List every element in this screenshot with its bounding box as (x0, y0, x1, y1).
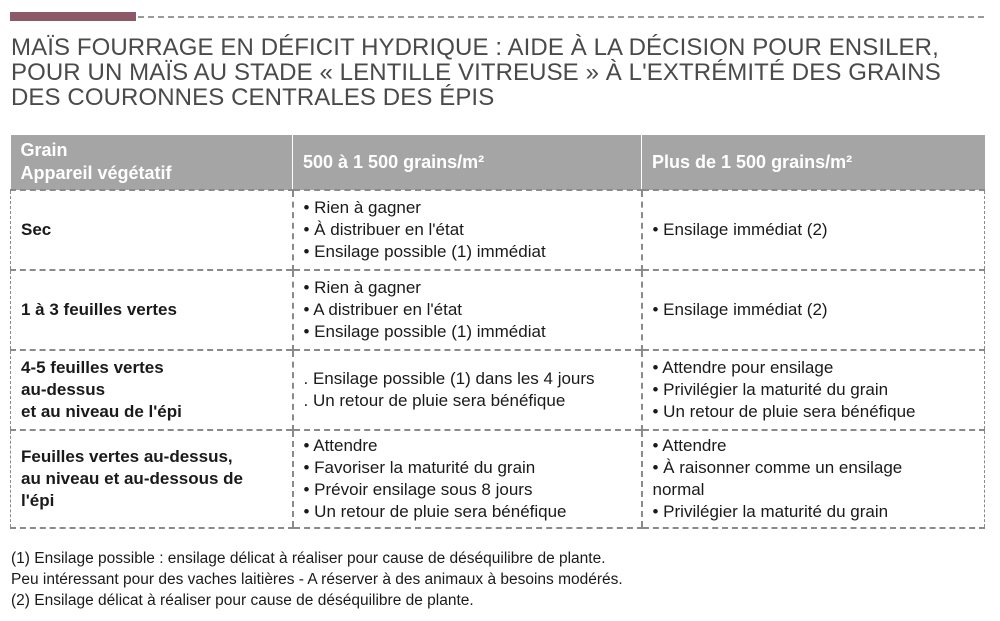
header-text: Grain (20, 140, 68, 160)
cell-500-1500 (293, 270, 642, 350)
footnote: (1) Ensilage possible : ensilage délicat à réaliser pour cause de déséquilibre de plante. (11, 550, 606, 567)
cell-line: • Un retour de pluie sera bénéfique (652, 402, 916, 421)
cell-line: • Rien à gagner (303, 278, 421, 297)
row-label-cell (11, 190, 293, 270)
cell-line: • Attendre (303, 436, 378, 455)
cell-line: • Privilégier la maturité du grain (652, 380, 889, 399)
cell-line: • Privilégier la maturité du grain (652, 502, 889, 521)
table-header-row (11, 135, 985, 190)
cell-line: • Ensilage possible (1) immédiat (303, 322, 546, 341)
footnote: (2) Ensilage délicat à réaliser pour cause de déséquilibre de plante. (11, 592, 474, 609)
table-row (11, 270, 985, 350)
cell-line: • Un retour de pluie sera bénéfique (303, 502, 567, 521)
row-label: et au niveau de l'épi (21, 402, 182, 421)
footnote: Peu intéressant pour des vaches laitières - A réserver à des animaux à besoins modérés. (11, 571, 623, 588)
top-dashed-rule (138, 16, 984, 18)
footnotes (11, 548, 623, 611)
row-label: 4-5 feuilles vertes (21, 358, 164, 377)
row-label: Feuilles vertes au-dessus, (21, 447, 233, 466)
cell-line: • Ensilage immédiat (2) (652, 220, 828, 239)
header-cell-over-1500: Plus de 1 500 grains/m² (642, 135, 985, 190)
accent-bar (10, 12, 136, 21)
row-label-cell (11, 270, 293, 350)
cell-line: • Prévoir ensilage sous 8 jours (303, 480, 533, 499)
cell-line: . Un retour de pluie sera bénéfique (303, 391, 566, 410)
cell-line: • Favoriser la maturité du grain (303, 458, 536, 477)
cell-over-1500 (642, 270, 985, 350)
cell-line: • Ensilage immédiat (2) (652, 300, 828, 319)
title-line: DES COURONNES CENTRALES DES ÉPIS (11, 84, 495, 111)
cell-500-1500 (293, 190, 642, 270)
cell-line: • À distribuer en l'état (303, 220, 464, 239)
document-title (11, 35, 991, 110)
cell-500-1500 (293, 350, 642, 430)
header-cell-vegetative (11, 135, 293, 190)
cell-line: • Rien à gagner (303, 198, 421, 217)
header-cell-500-1500: 500 à 1 500 grains/m² (293, 135, 642, 190)
cell-line: • A distribuer en l'état (303, 300, 463, 319)
row-label: au-dessus (21, 380, 106, 399)
cell-line: • Attendre (652, 436, 727, 455)
cell-line: • Attendre pour ensilage (652, 358, 834, 377)
header-text: Appareil végétatif (20, 163, 172, 183)
row-label: Sec (21, 220, 52, 239)
row-label: 1 à 3 feuilles vertes (21, 300, 177, 319)
row-label: l'épi (21, 491, 55, 510)
cell-over-1500 (642, 430, 985, 528)
table-row (11, 350, 985, 430)
cell-line: • À raisonner comme un ensilage (652, 458, 903, 477)
table-row (11, 430, 985, 528)
row-label: au niveau et au-dessous de (21, 469, 244, 488)
cell-line: • Ensilage possible (1) immédiat (303, 242, 546, 261)
cell-line: normal (652, 480, 705, 499)
title-line: POUR UN MAÏS AU STADE « LENTILLE VITREUSE » À L'EXTRÉMITÉ DES GRAINS (11, 59, 941, 86)
cell-over-1500 (642, 190, 985, 270)
row-label-cell (11, 430, 293, 528)
cell-line: . Ensilage possible (1) dans les 4 jours (303, 369, 595, 388)
cell-over-1500 (642, 350, 985, 430)
row-label-cell (11, 350, 293, 430)
table-row (11, 190, 985, 270)
cell-500-1500 (293, 430, 642, 528)
decision-table (10, 135, 985, 529)
title-line: MAÏS FOURRAGE EN DÉFICIT HYDRIQUE : AIDE À LA DÉCISION POUR ENSILER, (11, 34, 939, 61)
